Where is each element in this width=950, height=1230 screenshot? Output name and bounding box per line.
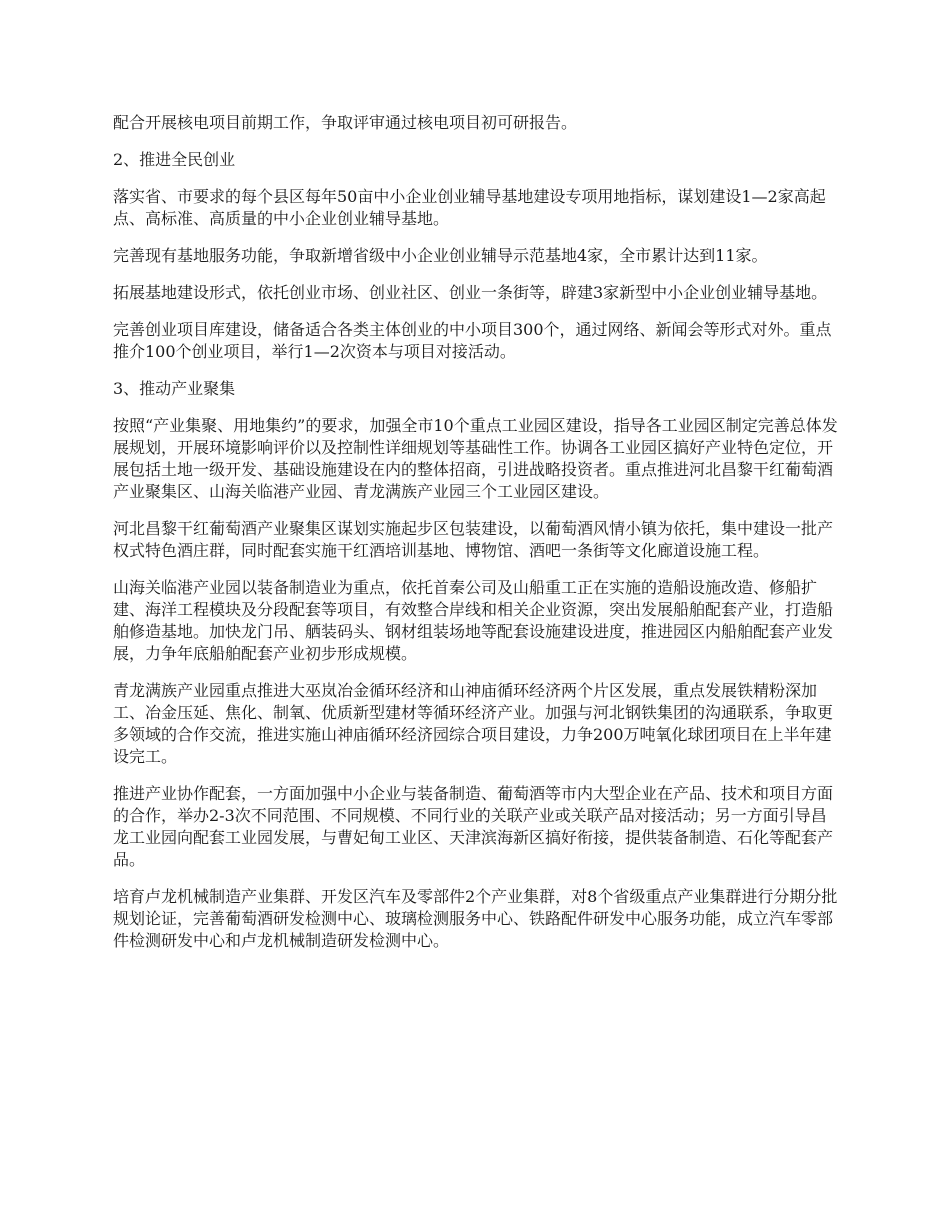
paragraph-base-services: 完善现有基地服务功能，争取新增省级中小企业创业辅导示范基地4家，全市累计达到11家。 — [113, 246, 768, 265]
section-heading-entrepreneurship: 2、推进全民创业 — [113, 150, 236, 169]
section-heading-industry-cluster: 3、推动产业聚集 — [113, 379, 236, 398]
paragraph-base-forms: 拓展基地建设形式，依托创业市场、创业社区、创业一条街等，辟建3家新型中小企业创业辅导基地。 — [113, 283, 828, 302]
document-body — [113, 112, 838, 967]
paragraph-project-library: 完善创业项目库建设，储备适合各类主体创业的中小项目300个，通过网络、新闻会等形式对外。重点推介100个创业项目，举行1—2次资本与项目对接活动。 — [113, 320, 832, 361]
paragraph-land-quota: 落实省、市要求的每个县区每年50亩中小企业创业辅导基地建设专项用地指标，谋划建设1—2家高起点、高标准、高质量的中小企业创业辅导基地。 — [113, 187, 826, 228]
paragraph-industry-clusters: 培育卢龙机械制造产业集群、开发区汽车及零部件2个产业集群，对8个省级重点产业集群进行分期分批规划论证，完善葡萄酒研发检测中心、玻璃检测服务中心、铁路配件研发中心服务功能，成立汽车零部件检测研发中心和卢龙机械制造研发检测中心。 — [113, 887, 838, 950]
paragraph-qinglong-park: 青龙满族产业园重点推进大巫岚冶金循环经济和山神庙循环经济两个片区发展，重点发展铁精粉深加工、冶金压延、焦化、制氧、优质新型建材等循环经济产业。加强与河北钢铁集团的沟通联系，争取更多领域的合作交流，推进实施山神庙循环经济园综合项目建设，力争200万吨氧化球团项目在上半年建设完工。 — [113, 681, 834, 766]
paragraph-industry-cooperation: 推进产业协作配套，一方面加强中小企业与装备制造、葡萄酒等市内大型企业在产品、技术和项目方面的合作，举办2-3次不同范围、不同规模、不同行业的关联产业或关联产品对接活动；另一方面引导昌龙工业园向配套工业园发展，与曹妃甸工业区、天津滨海新区搞好衔接，提供装备制造、石化等配套产品。 — [113, 784, 834, 869]
paragraph-shanhaiguan-park: 山海关临港产业园以装备制造业为重点，依托首秦公司及山船重工正在实施的造船设施改造、修船扩建、海洋工程模块及分段配套等项目，有效整合岸线和相关企业资源，突出发展船舶配套产业，打造船舶修造基地。加快龙门吊、舾装码头、钢材组装场地等配套设施建设进度，推进园区内船舶配套产业发展，力争年底船舶配套产业初步形成规模。 — [113, 578, 834, 663]
paragraph-wine-cluster: 河北昌黎干红葡萄酒产业聚集区谋划实施起步区包装建设，以葡萄酒风情小镇为依托，集中建设一批产权式特色酒庄群，同时配套实施干红酒培训基地、博物馆、酒吧一条街等文化廊道设施工程。 — [113, 519, 834, 560]
paragraph-industrial-parks: 按照“产业集聚、用地集约”的要求，加强全市10个重点工业园区建设，指导各工业园区制定完善总体发展规划，开展环境影响评价以及控制性详细规划等基础性工作。协调各工业园区搞好产业特色定位，开展包括土地一级开发、基础设施建设在内的整体招商，引进战略投资者。重点推进河北昌黎干红葡萄酒产业聚集区、山海关临港产业园、青龙满族产业园三个工业园区建设。 — [113, 416, 838, 501]
paragraph-nuclear-project: 配合开展核电项目前期工作，争取评审通过核电项目初可研报告。 — [113, 113, 578, 132]
